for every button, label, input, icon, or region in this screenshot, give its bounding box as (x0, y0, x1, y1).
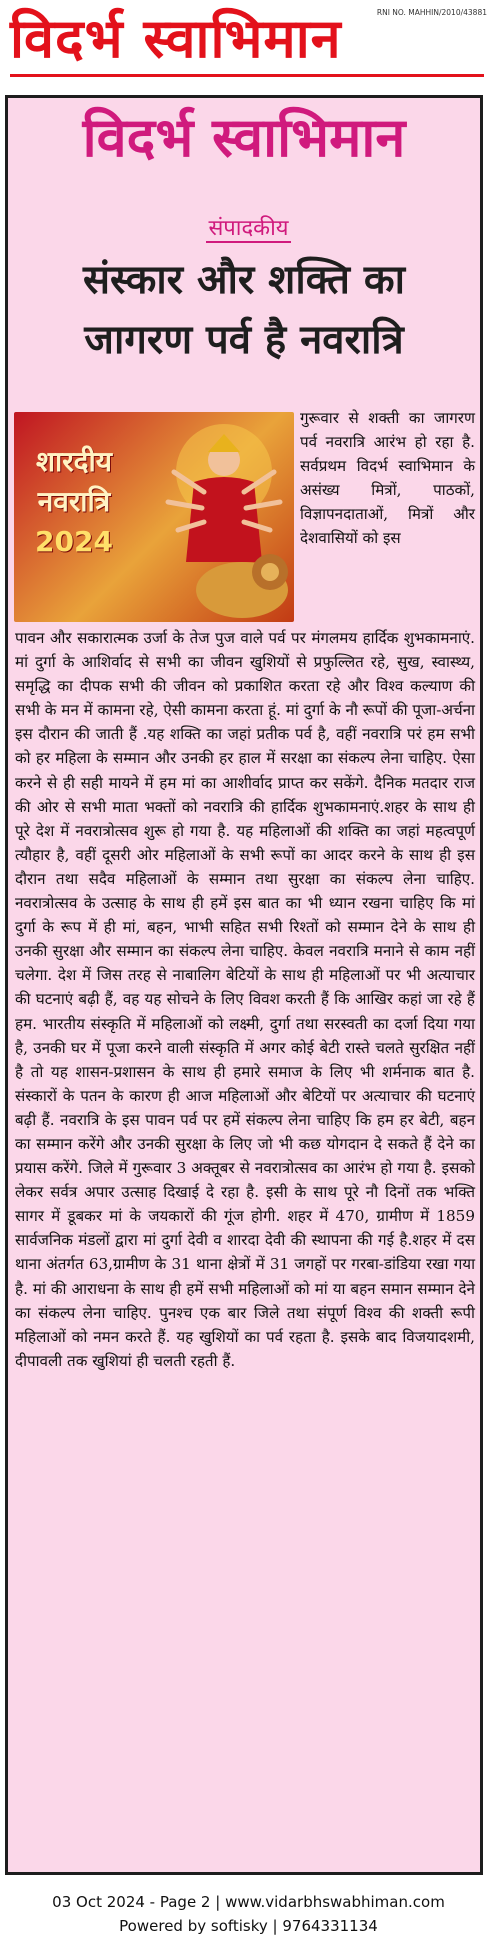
article-intro: गुरूवार से शक्ती का जागरण पर्व नवरात्रि आरंभ हो रहा है. सर्वप्रथम विदर्भ स्वाभिमान के असंख्य मित्रों, पाठकों, विज्ञापनदाताओं, मित्रों और देशवासियों को इस (300, 409, 475, 548)
rni-number: RNI NO. MAHHIN/2010/43881 (376, 8, 487, 17)
footer-date-site: 03 Oct 2024 - Page 2 | www.vidarbhswabhiman.com (52, 1893, 445, 1911)
category-label: संपादकीय (208, 216, 289, 241)
article-banner: विदर्भ स्वाभिमान (82, 106, 406, 169)
footer-credit: Powered by softisky | 9764331134 (119, 1917, 378, 1935)
masthead-divider (10, 74, 484, 77)
masthead (0, 0, 497, 86)
image-caption (14, 442, 134, 562)
masthead-title: विदर्भ स्वाभिमान (10, 7, 342, 70)
article-body: पावन और सकारात्मक उर्जा के तेज पुज वाले पर्व पर मंगलमय हार्दिक शुभकामनाएं. मां दुर्गा के आशिर्वाद से सभी का जीवन खुशियों से प्रफुल्लित रहे, सुख, स्वास्थ्य, समृद्धि का दीपक सभी की जीवन को प्रकाशित करता रहे और विश्व कल्याण की सभी के मन में कामना रहे, ऐसी कामना करता हूं. मां दुर्गा के नौ रूपों की पूजा-अर्चना इस दौरान की जाती हैं .यह शक्ति का जहां प्रतीक पर्व है, वहीं नवरात्रि परं हम सभी को हर महिला के सम्मान और उनकी हर हाल में सरक्षा का संकल्प लेना चाहिए. ऐसा करने से ही सही मायने में हम मां का आशीर्वाद प्राप्त कर सकेंगे. दैनिक मतदार राज की ओर से सभी माता भक्तों को नवरात्रि की हार्दिक शुभकामनाएं.शहर के साथ ही पूरे देश में नवरात्रोत्सव शुरू हो गया है. यह महिलाओं की शक्ति का जहां महत्वपूर्ण त्यौहार है, वहीं दूसरी ओर महिलाओं के सभी रूपों का आदर करने के साथ ही इस दौरान तथा सदैव महिलाओं के सम्मान तथा सुरक्षा का संकल्प लेना चाहिए. नवरात्रोत्सव के उत्साह के साथ ही हमें इस बात का भी ध्यान रखना चाहिए कि मां दुर्गा के रूप में ही मां, बहन, भाभी सहित सभी रिश्तों को सम्मान देने के साथ ही उनकी सुरक्षा और सम्मान का संकल्प लेना चाहिए. केवल नवरात्रि मनाने से काम नहीं चलेगा. देश में जिस तरह से नाबालिग बेटियों के साथ ही महिलाओं पर भी अत्याचार की घटनाएं बढ़ी हैं, वह यह सोचने के लिए विवश करती हैं कि आखिर कहां जा रहे हैं हम. भारतीय संस्कृति में महिलाओं को लक्ष्मी, दुर्गा तथा सरस्वती का दर्जा दिया गया है, उनकी घर में पूजा करने वाली संस्कृति में अगर कोई बेटी रास्ते चलते सुरक्षित नहीं है तो यह शासन-प्रशासन के साथ ही हमारे समाज के लिए भी शर्मनाक बात है. संस्कारों के पतन के कारण ही आज महिलाओं और बेटियों पर अत्याचार की घटनाएं बढ़ी हैं. नवरात्रि के इस पावन पर्व पर हमें संकल्प लेना चाहिए कि हम हर बेटी, बहन का सम्मान करेंगे और उनकी सुरक्षा के लिए जो भी कछ योगदान दे सकते हैं देने का प्रयास करेंगे. जिले में गुरूवार 3 अक्तूबर से नवरात्रोत्सव का आरंभ हो गया है. इसको लेकर सर्वत्र अपार उत्साह दिखाई दे रहा है. इसी के साथ पूरे नौ दिनों तक भक्ति सागर में डूबकर मां के जयकारों की गूंज होगी. शहर में 470, ग्रामीण में 1859 सार्वजनिक मंडलों द्वारा मां दुर्गा देवी व शारदा देवी की स्थापना की गई है.शहर में दस थाना अंतर्गत 63,ग्रामीण के 31 थाना क्षेत्रों में 31 जगहों पर गरबा-डांडिया रखा गया है. मां की आराधना के साथ ही हमें सभी महिलाओं को मां या बहन समान सम्मान देने का संकल्प लेना चाहिए. पुनश्च एक बार जिले तथा संपूर्ण विश्व की शक्ती रूपी महिलाओं को नमन करते हैं. यह खुशियों का पर्व रहता है. इसके बाद विजयादशमी, दीपावली तक खुशियां ही चलती रहती हैं. (15, 629, 475, 1370)
article-category (0, 212, 497, 242)
article-headline: संस्कार और शक्ति का जागरण पर्व है नवरात्रि (83, 257, 405, 363)
goddess-illustration (144, 412, 294, 622)
image-title: शारदीय नवरात्रि (35, 445, 113, 518)
image-year: 2024 (35, 525, 113, 558)
navratri-image (14, 412, 294, 622)
